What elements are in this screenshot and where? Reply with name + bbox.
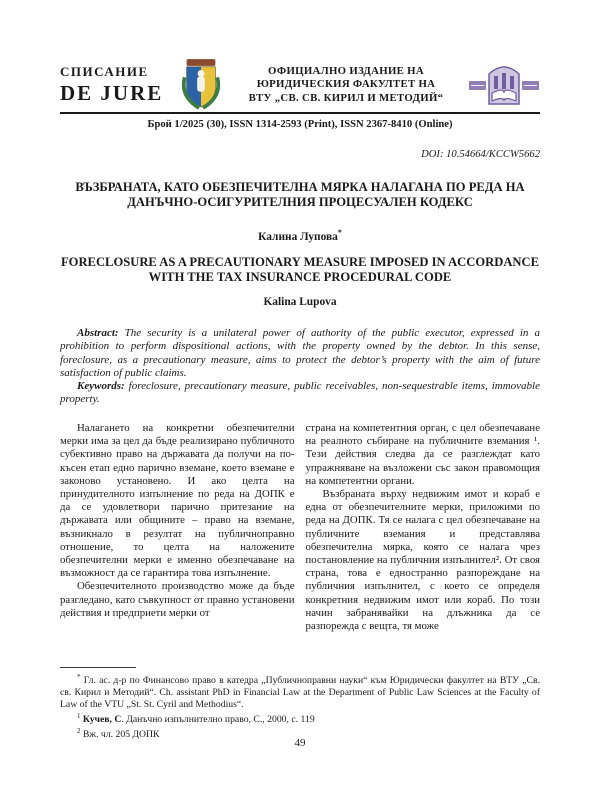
body-paragraph: Възбраната върху недвижим имот и кораб е една от обезпечителните мерки, приложими по реда на ДОПК. Тя се налага с цел обезпечаване на публичните вземания и представлява обезпечителна мярка, която се налага чрез постановление на публичния изпълнител². От своя страна, това е едностранно разпореждане на публичния изпълнител, с което се определя конкретния недвижим имот или кораб. По този начин забранявайки на длъжника да се разпорежда с вещта, тя може	[305, 488, 540, 633]
footnote-separator	[60, 667, 136, 668]
body-paragraph: Обезпечителното производство може да бъде разгледано, като съвкупност от правно установени действия и предприети мерки от	[60, 580, 295, 619]
footnote-star	[60, 672, 540, 711]
journal-label: СПИСАНИЕ	[60, 64, 149, 79]
page-number: 49	[294, 737, 306, 749]
footnote-1	[60, 711, 540, 726]
official-edition-text	[224, 65, 468, 106]
author-bg-name: Калина Лупова	[258, 230, 338, 243]
keywords-label: Keywords:	[77, 380, 125, 393]
footnote-text: . Данъчно изпълнително право, С., 2000, с. 119	[121, 713, 315, 725]
author-bg	[60, 228, 540, 243]
abstract-text: The security is a unilateral power of authority of the public executor, expressed in a prohibition to perform dispositional actions, with the property owned by the debtor. In this sense, foreclosure, as a precautionary measure, aims to protect the debtor’s property with the aim of future satisfaction of public claims.	[60, 327, 540, 379]
official-line-2: ЮРИДИЧЕСКИЯ ФАКУЛТЕТ НА	[256, 78, 436, 91]
footnote-marker: *	[77, 673, 81, 681]
keywords-text: foreclosure, precautionary measure, public receivables, non-sequestrable items, immovable property.	[60, 380, 540, 406]
footnote-marker: 2	[77, 726, 81, 735]
footnote-text: Гл. ас. д-р по Финансово право в катедра „Публичноправни науки“ към Юридически факултет на ВТУ „Св. св. Кирил и Методий“. Ch. assistant PhD in Financial Law at the Department of Public Law Sciences at the Faculty of Law of the VTU „St. St. Cyril and Methodius“.	[60, 675, 540, 710]
keywords-paragraph	[60, 380, 540, 407]
journal-header	[60, 56, 540, 114]
abstract-label: Abstract:	[77, 327, 119, 339]
footnote-text: Вж. чл. 205 ДОПК	[80, 728, 160, 740]
university-crest-icon	[178, 57, 224, 113]
author-en: Kalina Lupova	[263, 296, 337, 308]
body-column-left	[60, 422, 295, 633]
header-divider	[60, 112, 540, 114]
doi-text: DOI: 10.54664/KCCW5662	[421, 149, 540, 160]
official-line-1: ОФИЦИАЛНО ИЗДАНИЕ НА	[268, 64, 424, 77]
official-line-3: ВТУ „СВ. СВ. КИРИЛ И МЕТОДИЙ“	[248, 91, 444, 104]
body-columns	[60, 422, 540, 633]
issue-issn-line: Брой 1/2025 (30), ISSN 1314-2593 (Print), ISSN 2367-8410 (Online)	[147, 119, 453, 130]
article-title-en: FORECLOSURE AS A PRECAUTIONARY MEASURE IMPOSED IN ACCORDANCE WITH THE TAX INSURANCE PROCEDURAL CODE	[60, 255, 540, 284]
abstract-section	[60, 327, 540, 407]
abstract-paragraph	[60, 327, 540, 380]
footnote-marker: 1	[77, 711, 81, 720]
footnotes-section	[60, 672, 540, 741]
footnote-author: Кучев, С	[80, 713, 122, 725]
faculty-emblem-icon	[468, 62, 540, 108]
article-title-bg: ВЪЗБРАНАТА, КАТО ОБЕЗПЕЧИТЕЛНА МЯРКА НАЛАГАНА ПО РЕДА НА ДАНЪЧНО-ОСИГУРИТЕЛНИЯ ПРОЦЕСУАЛЕН КОДЕКС	[75, 180, 525, 209]
journal-masthead	[60, 64, 178, 106]
author-affiliation-mark: *	[337, 228, 342, 237]
journal-name: DE JURE	[60, 81, 164, 105]
body-paragraph: Налагането на конкретни обезпечителни мерки има за цел да бъде реализирано публичното субективно право на държавата да получи на по-късен етап едно парично вземане, което вземане е законово установено. И ако целта на принудителното изпълнение по реда на ДОПК е да се удовлетвори парично притезание на държавата или общините – право на вземане, възникнало в резултат на публичноправно отношение, то целта на наложените обезпечителни мерки е именно обезпечаване на възможност да се гарантира това изпълнение.	[60, 422, 295, 580]
body-column-right	[306, 422, 541, 633]
body-paragraph: страна на компетентния орган, с цел обезпечаване на реалното събиране на публичните вземания ¹. Тези действия следва да се разглеждат като упражняване на възложени със закон правомощия на компетентни органи.	[305, 422, 540, 487]
